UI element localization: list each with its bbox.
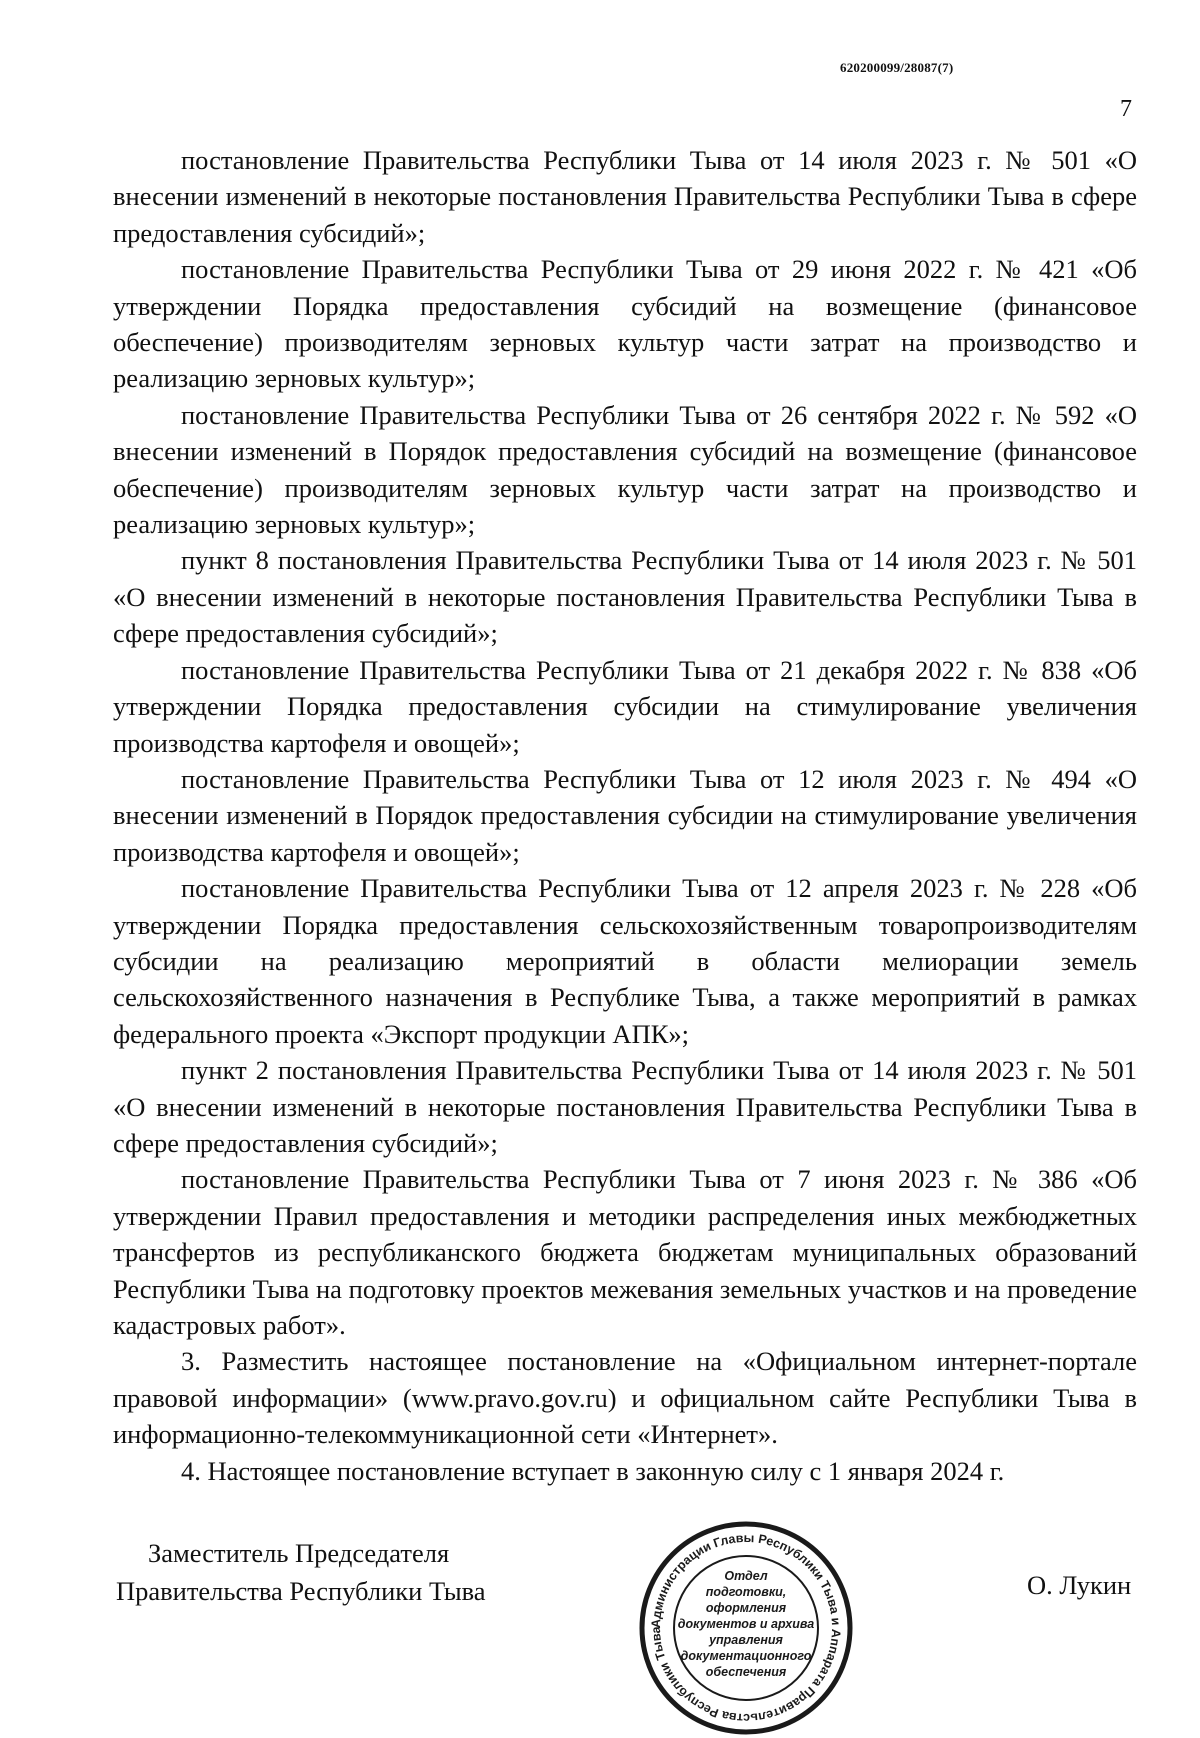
paragraph: 4. Настоящее постановление вступает в законную силу с 1 января 2024 г. — [181, 1455, 1005, 1486]
signatory-name: О. Лукин — [1027, 1570, 1132, 1600]
paragraph: постановление Правительства Республики Тыва от 7 июня 2023 г. № 386 «Об утверждении Правил предоставления и методики распределения иных межбюджетных трансфертов из республиканского бюджета бюджетам муниципальных образований Республики Тыва на подготовку проектов межевания земельных участков и на проведение кадастровых работ». — [113, 1164, 1137, 1340]
signatory-position-line1: Заместитель Председателя — [148, 1538, 450, 1568]
paragraph: пункт 2 постановления Правительства Республики Тыва от 14 июля 2023 г. № 501 «О внесении изменений в некоторые постановления Правительства Республики Тыва в сфере предоставления субсидий»; — [113, 1055, 1137, 1158]
signatory-position — [116, 1534, 486, 1610]
paragraph: постановление Правительства Республики Тыва от 12 апреля 2023 г. № 228 «Об утверждении Порядка предоставления сельскохозяйственным товаропроизводителям субсидии на реализацию мероприятий в области мелиорации земель сельскохозяйственного назначения в Республике Тыва, а также мероприятий в рамках федерального проекта «Экспорт продукции АПК»; — [113, 873, 1137, 1049]
paragraph: постановление Правительства Республики Тыва от 21 декабря 2022 г. № 838 «Об утверждении Порядка предоставления субсидии на стимулирование увеличения производства картофеля и овощей»; — [113, 654, 1137, 758]
seal-center-line: документационного — [680, 1649, 812, 1663]
paragraph: пункт 8 постановления Правительства Республики Тыва от 14 июля 2023 г. № 501 «О внесении изменений в некоторые постановления Правительства Республики Тыва в сфере предоставления субсидий»; — [113, 545, 1137, 649]
seal-center-line: подготовки, — [705, 1585, 787, 1599]
page-number: 7 — [1120, 96, 1132, 122]
seal-center-line: управления — [709, 1633, 783, 1647]
seal-ring-text: Администрации Главы Республики Тыва и Аппарата Правительства Республики Тыва — [648, 1530, 844, 1726]
seal-center-line: обеспечения — [705, 1665, 787, 1679]
paragraph: постановление Правительства Республики Тыва от 12 июля 2023 г. № 494 «О внесении изменений в Порядок предоставления субсидии на стимулирование увеличения производства картофеля и овощей»; — [113, 763, 1137, 867]
paragraph: постановление Правительства Республики Тыва от 14 июля 2023 г. № 501 «О внесении изменений в некоторые постановления Правительства Республики Тыва в сфере предоставления субсидий»; — [113, 145, 1137, 248]
seal-center-line: документов и архива — [677, 1617, 815, 1631]
paragraph: 3. Разместить настоящее постановление на «Официальном интернет-портале правовой информации» (www.pravo.gov.ru) и официальном сайте Республики Тыва в информационно-телекоммуникационной сети «Интернет». — [113, 1346, 1137, 1450]
paragraph: постановление Правительства Республики Тыва от 26 сентября 2022 г. № 592 «О внесении изменений в Порядок предоставления субсидий на возмещение (финансовое обеспечение) производителям зерновых культур части затрат на производство и реализацию зерновых культур»; — [113, 399, 1137, 540]
document-code: 620200099/28087(7) — [840, 60, 954, 75]
official-seal — [636, 1518, 856, 1738]
paragraph: постановление Правительства Республики Тыва от 29 июня 2022 г. № 421 «Об утверждении Порядка предоставления субсидий на возмещение (финансовое обеспечение) производителям зерновых культур части затрат на производство и реализацию зерновых культур»; — [113, 254, 1137, 394]
signatory-position-line2: Правительства Республики Тыва — [116, 1576, 486, 1606]
seal-center-line: Отдел — [724, 1569, 768, 1583]
document-body — [113, 142, 1137, 1489]
seal-center-line: оформления — [705, 1601, 787, 1615]
